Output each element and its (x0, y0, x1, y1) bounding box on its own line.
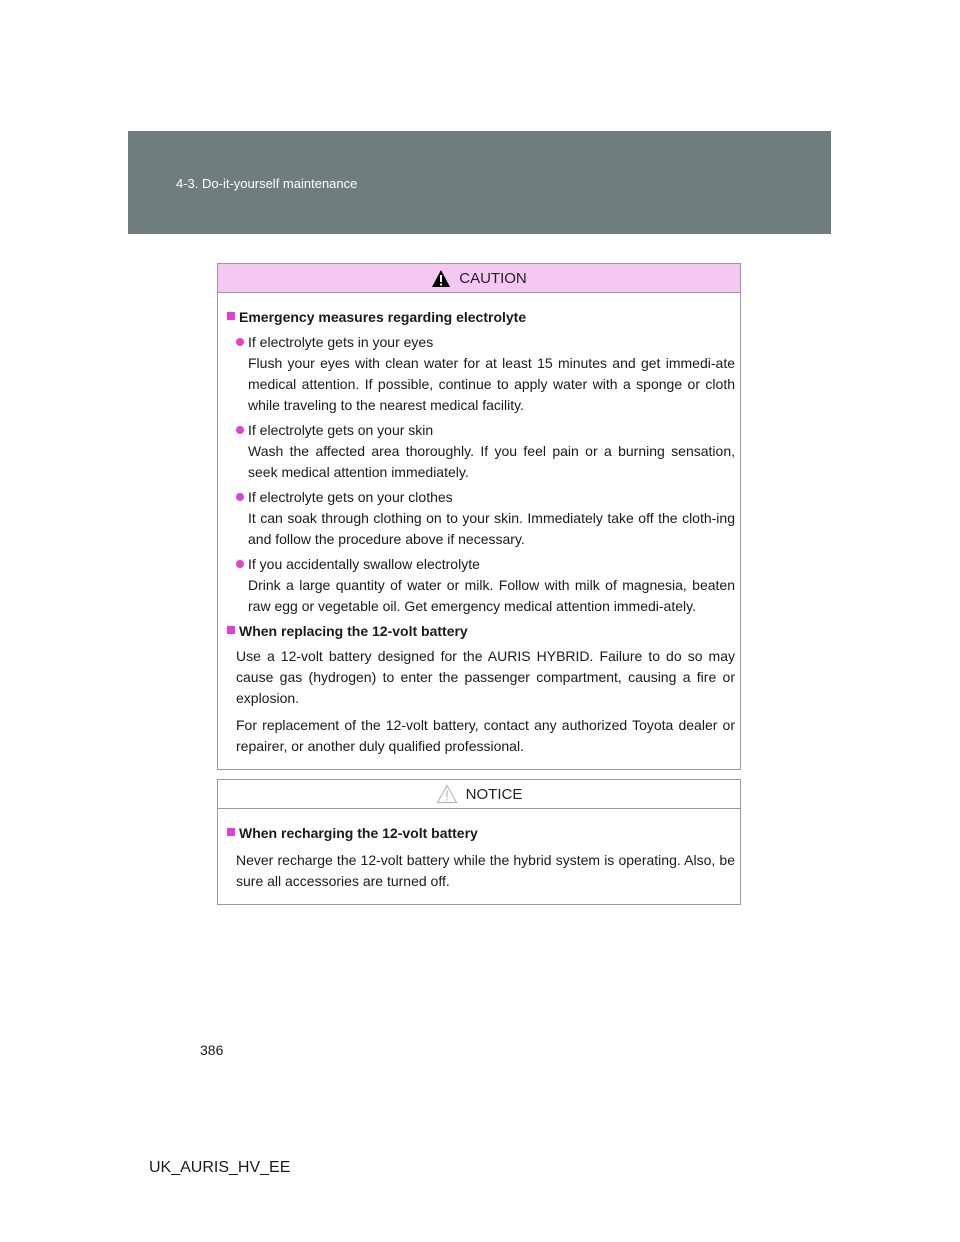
footer-code: UK_AURIS_HV_EE (149, 1159, 291, 1176)
list-item (236, 487, 735, 550)
caution-body (218, 293, 740, 769)
bullet-title: If you accidentally swallow electrolyte (248, 556, 480, 572)
page-number: 386 (200, 1042, 224, 1058)
round-bullet-icon (236, 338, 248, 346)
round-bullet-icon (236, 560, 248, 568)
caution-title-bar (218, 264, 740, 293)
caution-paragraph: Use a 12-volt battery designed for the AURIS HYBRID. Failure to do so may cause gas (hydrogen) to enter the passenger compartment, causing a fire or explosion. (236, 648, 735, 706)
square-bullet-icon (227, 312, 239, 320)
list-item (236, 332, 735, 416)
warning-triangle-icon (431, 269, 451, 288)
bullet-title: If electrolyte gets on your skin (248, 422, 434, 438)
warning-triangle-outline-icon (436, 784, 458, 804)
section-header-bar (128, 131, 831, 234)
bullet-text: It can soak through clothing on to your skin. Immediately take off the cloth-ing and follow the procedure above if necessary. (248, 510, 735, 547)
square-bullet-icon (227, 828, 239, 836)
caution-paragraph: For replacement of the 12-volt battery, contact any authorized Toyota dealer or repairer, or another duly qualified professional. (236, 717, 735, 754)
notice-title: NOTICE (465, 785, 523, 803)
square-bullet-icon (227, 626, 239, 634)
bullet-text: Flush your eyes with clean water for at least 15 minutes and get immedi-ate medical attention. If possible, continue to apply water with a sponge or cloth while traveling to the nearest medical facility. (248, 355, 735, 413)
round-bullet-icon (236, 493, 248, 501)
list-item (236, 420, 735, 483)
bullet-text: Drink a large quantity of water or milk. Follow with milk of magnesia, beaten raw egg or vegetable oil. Get emergency medical attention immedi-ately. (248, 577, 735, 614)
notice-box (217, 779, 741, 905)
list-item (236, 554, 735, 617)
caution-title: CAUTION (459, 269, 527, 287)
notice-title-bar (218, 780, 740, 809)
caution-section-heading: When replacing the 12-volt battery (227, 621, 735, 642)
bullet-title: If electrolyte gets in your eyes (248, 334, 434, 350)
caution-box (217, 263, 741, 770)
caution-section-heading: Emergency measures regarding electrolyte (227, 307, 735, 328)
round-bullet-icon (236, 426, 248, 434)
notice-body (218, 809, 740, 904)
bullet-text: Wash the affected area thoroughly. If you feel pain or a burning sensation, seek medical attention immediately. (248, 443, 735, 480)
notice-paragraph: Never recharge the 12-volt battery while the hybrid system is operating. Also, be sure all accessories are turned off. (236, 852, 735, 889)
section-title: 4-3. Do-it-yourself maintenance (176, 176, 358, 191)
bullet-title: If electrolyte gets on your clothes (248, 489, 453, 505)
notice-section-heading: When recharging the 12-volt battery (227, 823, 735, 844)
